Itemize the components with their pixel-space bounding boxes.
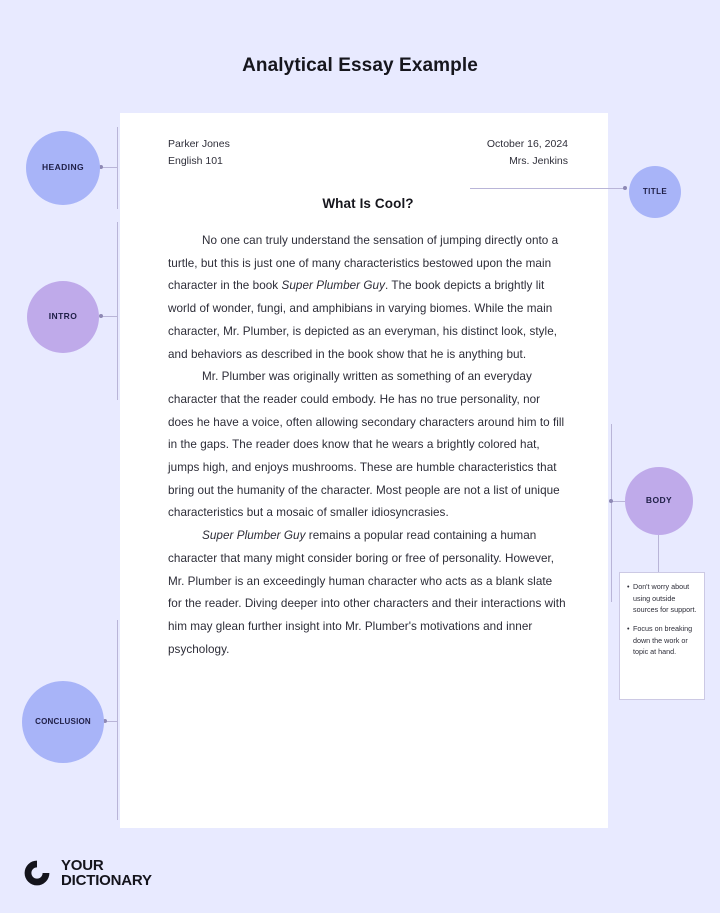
intro-text-a: No one can truly understand the sensation of jumping directly onto a turtle, but this is just one of many characteristics bestowed upon the main character in the book [168,234,559,293]
page-title: Analytical Essay Example [242,55,478,76]
bracket-conclusion [117,620,118,820]
paragraph-conclusion [168,525,568,661]
student-name: Parker Jones [168,138,230,150]
annotation-title-label: TITLE [642,186,668,196]
intro-book-title: Super Plumber Guy [281,279,385,293]
connector-dot-title [623,186,627,190]
annotation-conclusion[interactable] [22,681,104,763]
yourdictionary-logo[interactable] [22,858,152,889]
paragraph-body: Mr. Plumber was originally written as something of an everyday character that the reader could embody. He has no true personality, nor does he have a voice, often allowing secondary characters around him to fill in the gaps. The reader does know that he wears a brightly colored hat, jumps high, and enjoys mushrooms. These are humble characteristics that bring out the humanity of the character. Most people are not a list of unique characteristics but a mosaic of smaller idiosyncrasies. [168,370,565,520]
essay-document-sheet [120,113,608,828]
logo-line-2: DICTIONARY [61,872,152,890]
connector-intro [101,316,117,317]
annotation-title[interactable] [629,166,681,218]
bracket-body [611,424,612,602]
bracket-heading [117,127,118,209]
connector-dot-intro [99,314,103,318]
connector-body-to-note [658,535,659,572]
annotation-body-label: BODY [645,495,673,506]
annotation-conclusion-label: CONCLUSION [35,716,91,726]
annotation-body[interactable] [625,467,693,535]
connector-dot-body [609,499,613,503]
header-right-block [487,136,568,170]
logo-line-1: YOUR [61,857,104,874]
conclusion-text-b: remains a popular read containing a human character that many might consider boring or free of personality. However, Mr. Plumber is an exceedingly human character who acts as a blank slate for the reader. Diving deeper into other characters and their interactions with him may glean further insight into Mr. Plumber's motivations and inner psychology. [168,529,566,656]
connector-body [611,501,625,502]
list-item: • Focus on breaking down the work or topic at hand. [627,623,697,658]
header-left-block [168,136,230,170]
annotation-intro[interactable] [27,281,99,353]
paragraph-intro [168,230,568,366]
intro-text-b: . The book depicts a brightly lit world of wonder, fungi, and amphibians in varying biomes. While the main character, Mr. Plumber, is depicted as an everyman, his distinct look, style, and behaviors as described in the book show that he is anything but. [168,279,558,361]
annotation-heading-label: HEADING [42,162,84,173]
body-tips-note-card [619,572,705,700]
logo-wordmark [61,858,152,889]
document-header [168,136,568,180]
list-item: • Don't worry about using outside sources for support. [627,581,697,616]
conclusion-book-title: Super Plumber Guy [202,529,306,543]
bracket-intro [117,222,118,400]
ring-logo-icon [22,858,52,888]
essay-title: What Is Cool? [322,196,414,211]
essay-date: October 16, 2024 [486,138,568,150]
document-content [168,136,568,661]
instructor-name: Mrs. Jenkins [509,155,568,167]
annotation-heading[interactable] [26,131,100,205]
essay-body [168,230,568,661]
annotation-intro-label: INTRO [48,311,78,322]
course-name: English 101 [168,155,223,167]
body-tips-list [627,581,697,658]
connector-heading [101,167,117,168]
connector-title [470,188,625,189]
